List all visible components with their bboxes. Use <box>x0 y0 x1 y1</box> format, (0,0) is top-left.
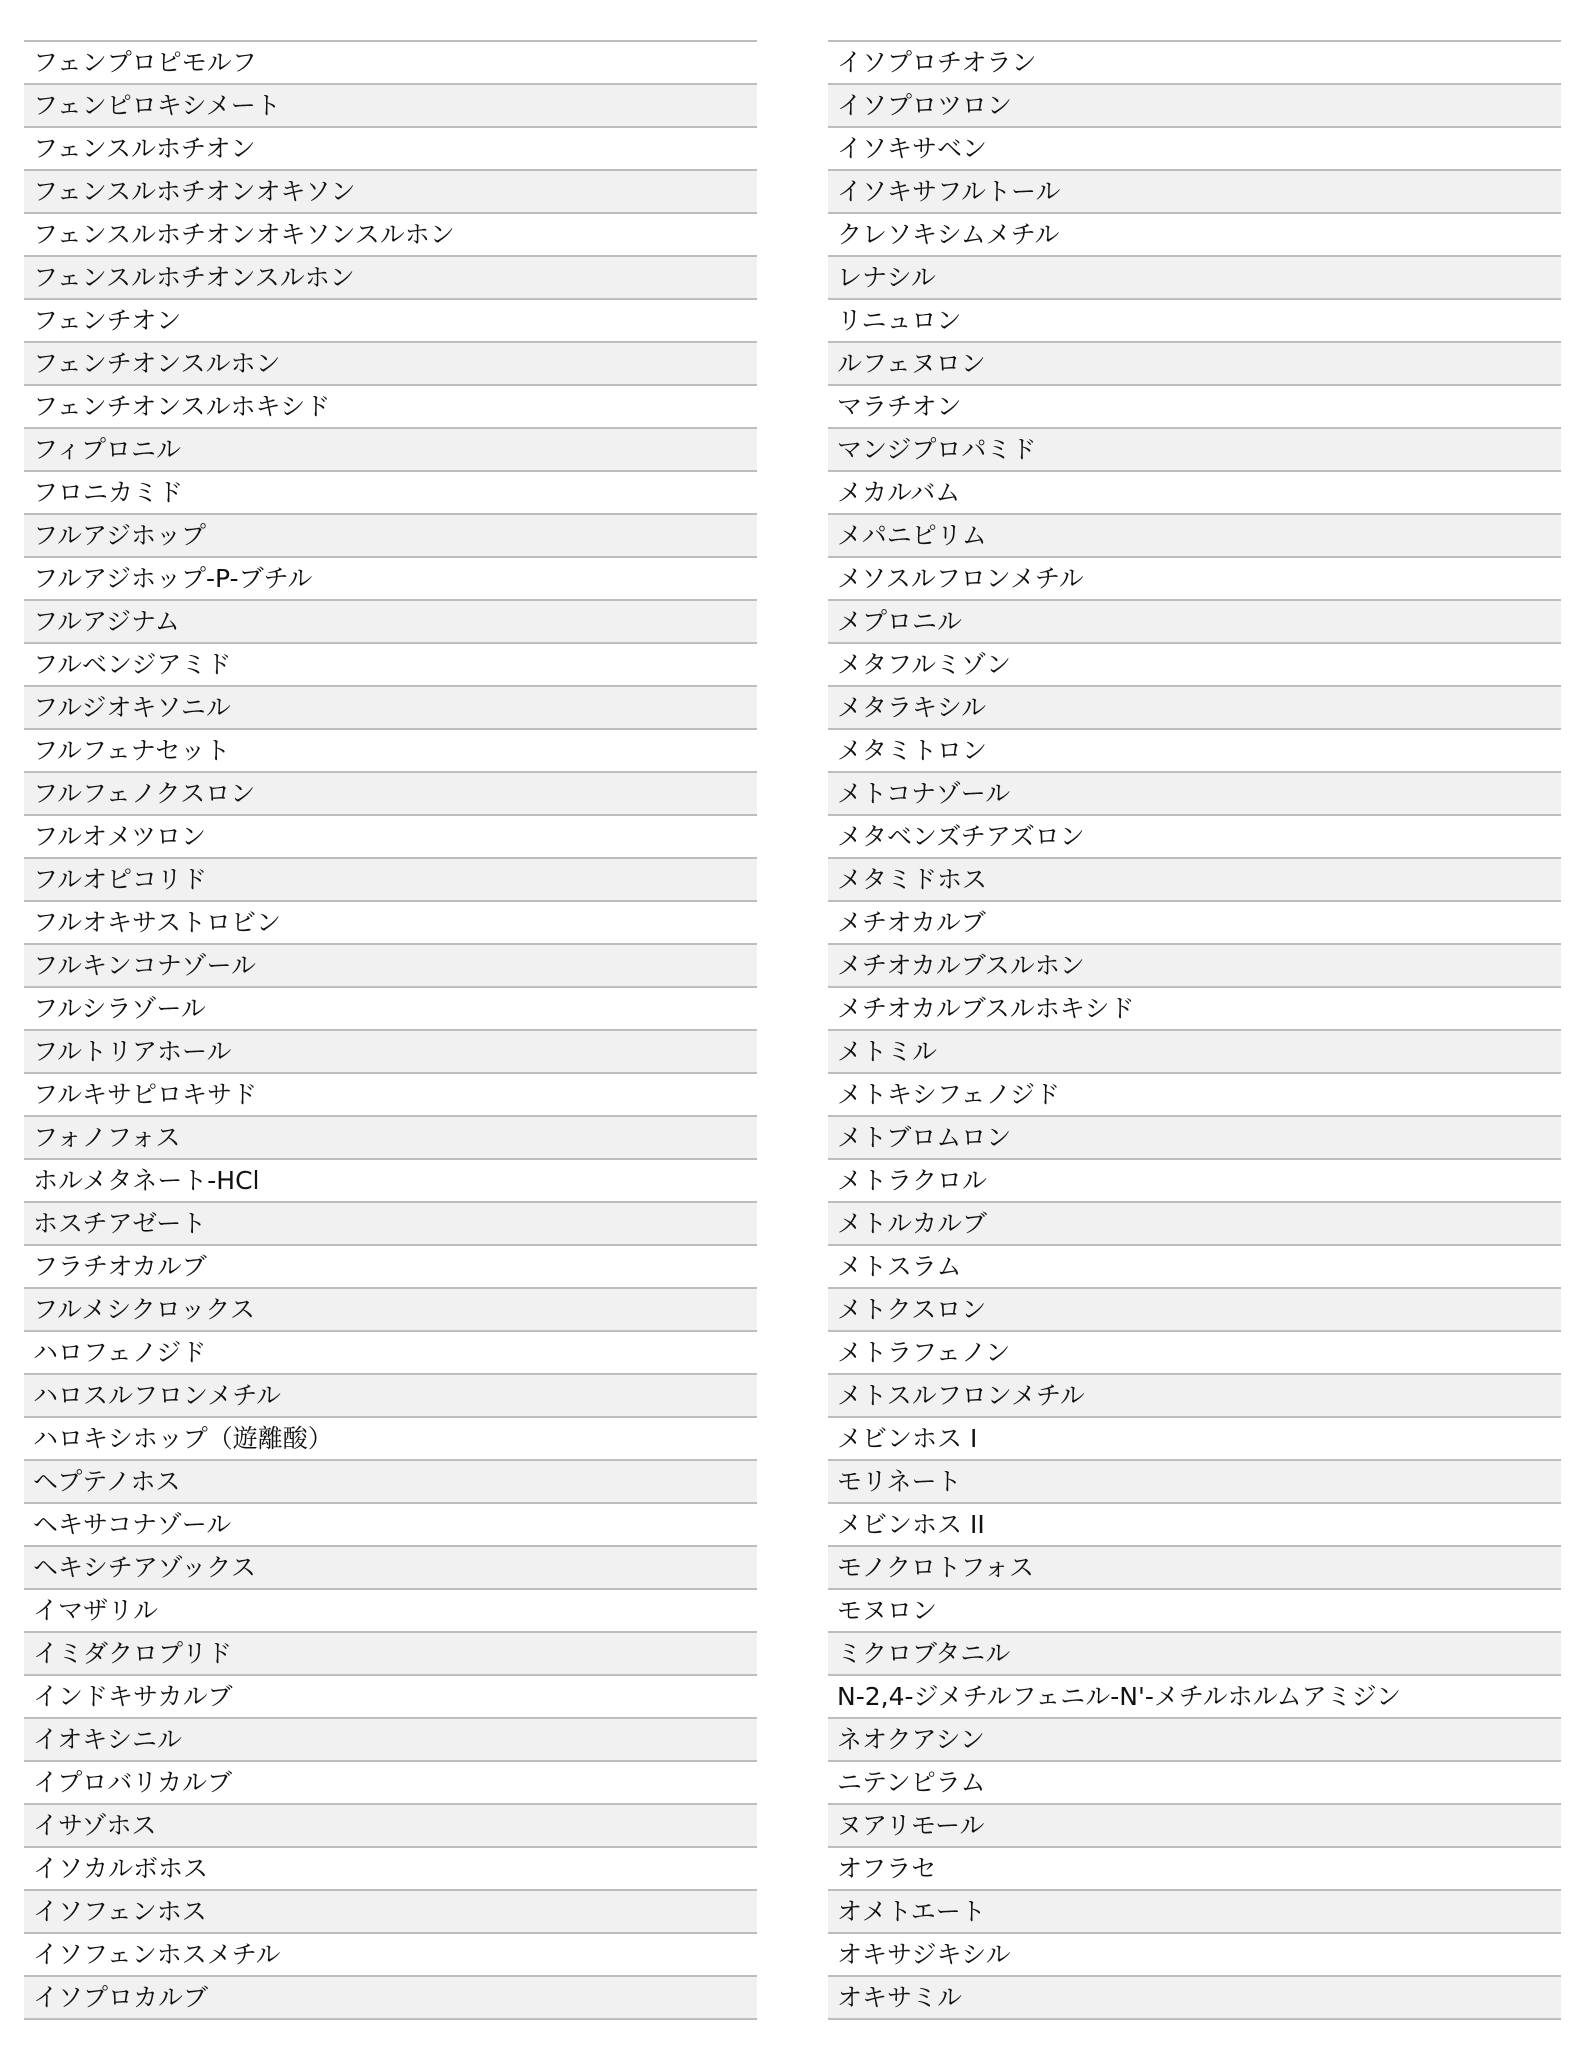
list-item: フルオピコリド <box>24 859 757 902</box>
list-item: フェンチオンスルホン <box>24 343 757 386</box>
list-item: リニュロン <box>828 300 1561 343</box>
list-item: N-2,4-ジメチルフェニル-N'-メチルホルムアミジン <box>828 1676 1561 1719</box>
list-item: モノクロトフォス <box>828 1547 1561 1590</box>
list-item: オフラセ <box>828 1848 1561 1891</box>
left-list <box>24 40 757 2020</box>
list-item: ヌアリモール <box>828 1805 1561 1848</box>
list-item: ネオクアシン <box>828 1719 1561 1762</box>
list-item: フェンプロピモルフ <box>24 42 757 85</box>
list-item: クレソキシムメチル <box>828 214 1561 257</box>
list-item: マラチオン <box>828 386 1561 429</box>
list-item: イソフェンホスメチル <box>24 1934 757 1977</box>
list-item: ホスチアゼート <box>24 1203 757 1246</box>
list-item: メトキシフェノジド <box>828 1074 1561 1117</box>
list-item: オキサミル <box>828 1977 1561 2020</box>
list-item: フルフェナセット <box>24 730 757 773</box>
list-item: メトクスロン <box>828 1289 1561 1332</box>
list-item: ヘプテノホス <box>24 1461 757 1504</box>
list-item: メビンホス II <box>828 1504 1561 1547</box>
list-item: メソスルフロンメチル <box>828 558 1561 601</box>
list-item: メパニピリム <box>828 515 1561 558</box>
list-item: メタベンズチアズロン <box>828 816 1561 859</box>
list-item: メビンホス I <box>828 1418 1561 1461</box>
list-item: ヘキシチアゾックス <box>24 1547 757 1590</box>
list-item: フルアジホップ <box>24 515 757 558</box>
list-item: イソプロカルブ <box>24 1977 757 2020</box>
list-item: モヌロン <box>828 1590 1561 1633</box>
list-item: フィプロニル <box>24 429 757 472</box>
list-item: フルメシクロックス <box>24 1289 757 1332</box>
list-item: メチオカルブスルホン <box>828 945 1561 988</box>
list-item: イソフェンホス <box>24 1891 757 1934</box>
left-column <box>24 40 757 2020</box>
list-item: メトスラム <box>828 1246 1561 1289</box>
list-item: レナシル <box>828 257 1561 300</box>
list-item: オメトエート <box>828 1891 1561 1934</box>
list-item: メカルバム <box>828 472 1561 515</box>
list-item: フェンチオン <box>24 300 757 343</box>
list-item: オキサジキシル <box>828 1934 1561 1977</box>
list-item: モリネート <box>828 1461 1561 1504</box>
list-item: メトスルフロンメチル <box>828 1375 1561 1418</box>
list-item: フェンピロキシメート <box>24 85 757 128</box>
list-item: イソプロツロン <box>828 85 1561 128</box>
list-item: イソキサベン <box>828 128 1561 171</box>
list-item: イプロバリカルブ <box>24 1762 757 1805</box>
list-item: フルトリアホール <box>24 1031 757 1074</box>
list-item: フェンスルホチオンオキソンスルホン <box>24 214 757 257</box>
list-item: フルオメツロン <box>24 816 757 859</box>
list-item: フルキサピロキサド <box>24 1074 757 1117</box>
list-item: ハロスルフロンメチル <box>24 1375 757 1418</box>
list-item: メチオカルブ <box>828 902 1561 945</box>
list-item: メタミトロン <box>828 730 1561 773</box>
list-item: ヘキサコナゾール <box>24 1504 757 1547</box>
list-item: メタミドホス <box>828 859 1561 902</box>
list-item: ニテンピラム <box>828 1762 1561 1805</box>
list-item: フルキンコナゾール <box>24 945 757 988</box>
list-item: フェンスルホチオンオキソン <box>24 171 757 214</box>
list-item: メチオカルブスルホキシド <box>828 988 1561 1031</box>
list-item: フロニカミド <box>24 472 757 515</box>
list-item: イオキシニル <box>24 1719 757 1762</box>
list-item: ミクロブタニル <box>828 1633 1561 1676</box>
list-item: フェンスルホチオン <box>24 128 757 171</box>
list-item: フルベンジアミド <box>24 644 757 687</box>
list-item: メプロニル <box>828 601 1561 644</box>
list-item: メトミル <box>828 1031 1561 1074</box>
list-item: ホルメタネート-HCl <box>24 1160 757 1203</box>
list-item: マンジプロパミド <box>828 429 1561 472</box>
list-item: フラチオカルブ <box>24 1246 757 1289</box>
list-item: メトルカルブ <box>828 1203 1561 1246</box>
list-item: メトコナゾール <box>828 773 1561 816</box>
list-item: イソカルボホス <box>24 1848 757 1891</box>
list-item: イソプロチオラン <box>828 42 1561 85</box>
right-list <box>828 40 1561 2020</box>
list-item: イマザリル <box>24 1590 757 1633</box>
list-item: フェンスルホチオンスルホン <box>24 257 757 300</box>
list-item: フルジオキソニル <box>24 687 757 730</box>
list-item: フルフェノクスロン <box>24 773 757 816</box>
list-item: フォノフォス <box>24 1117 757 1160</box>
list-item: フェンチオンスルホキシド <box>24 386 757 429</box>
list-item: イサゾホス <box>24 1805 757 1848</box>
list-item: ルフェヌロン <box>828 343 1561 386</box>
list-item: フルシラゾール <box>24 988 757 1031</box>
right-column <box>828 40 1561 2020</box>
list-item: フルアジホップ-P-ブチル <box>24 558 757 601</box>
list-item: メトラクロル <box>828 1160 1561 1203</box>
list-item: フルオキサストロビン <box>24 902 757 945</box>
list-item: イソキサフルトール <box>828 171 1561 214</box>
list-item: メトブロムロン <box>828 1117 1561 1160</box>
list-item: ハロキシホップ（遊離酸） <box>24 1418 757 1461</box>
list-item: メタラキシル <box>828 687 1561 730</box>
list-item: イミダクロプリド <box>24 1633 757 1676</box>
list-item: ハロフェノジド <box>24 1332 757 1375</box>
list-item: メトラフェノン <box>828 1332 1561 1375</box>
list-item: インドキサカルブ <box>24 1676 757 1719</box>
list-item: フルアジナム <box>24 601 757 644</box>
list-item: メタフルミゾン <box>828 644 1561 687</box>
